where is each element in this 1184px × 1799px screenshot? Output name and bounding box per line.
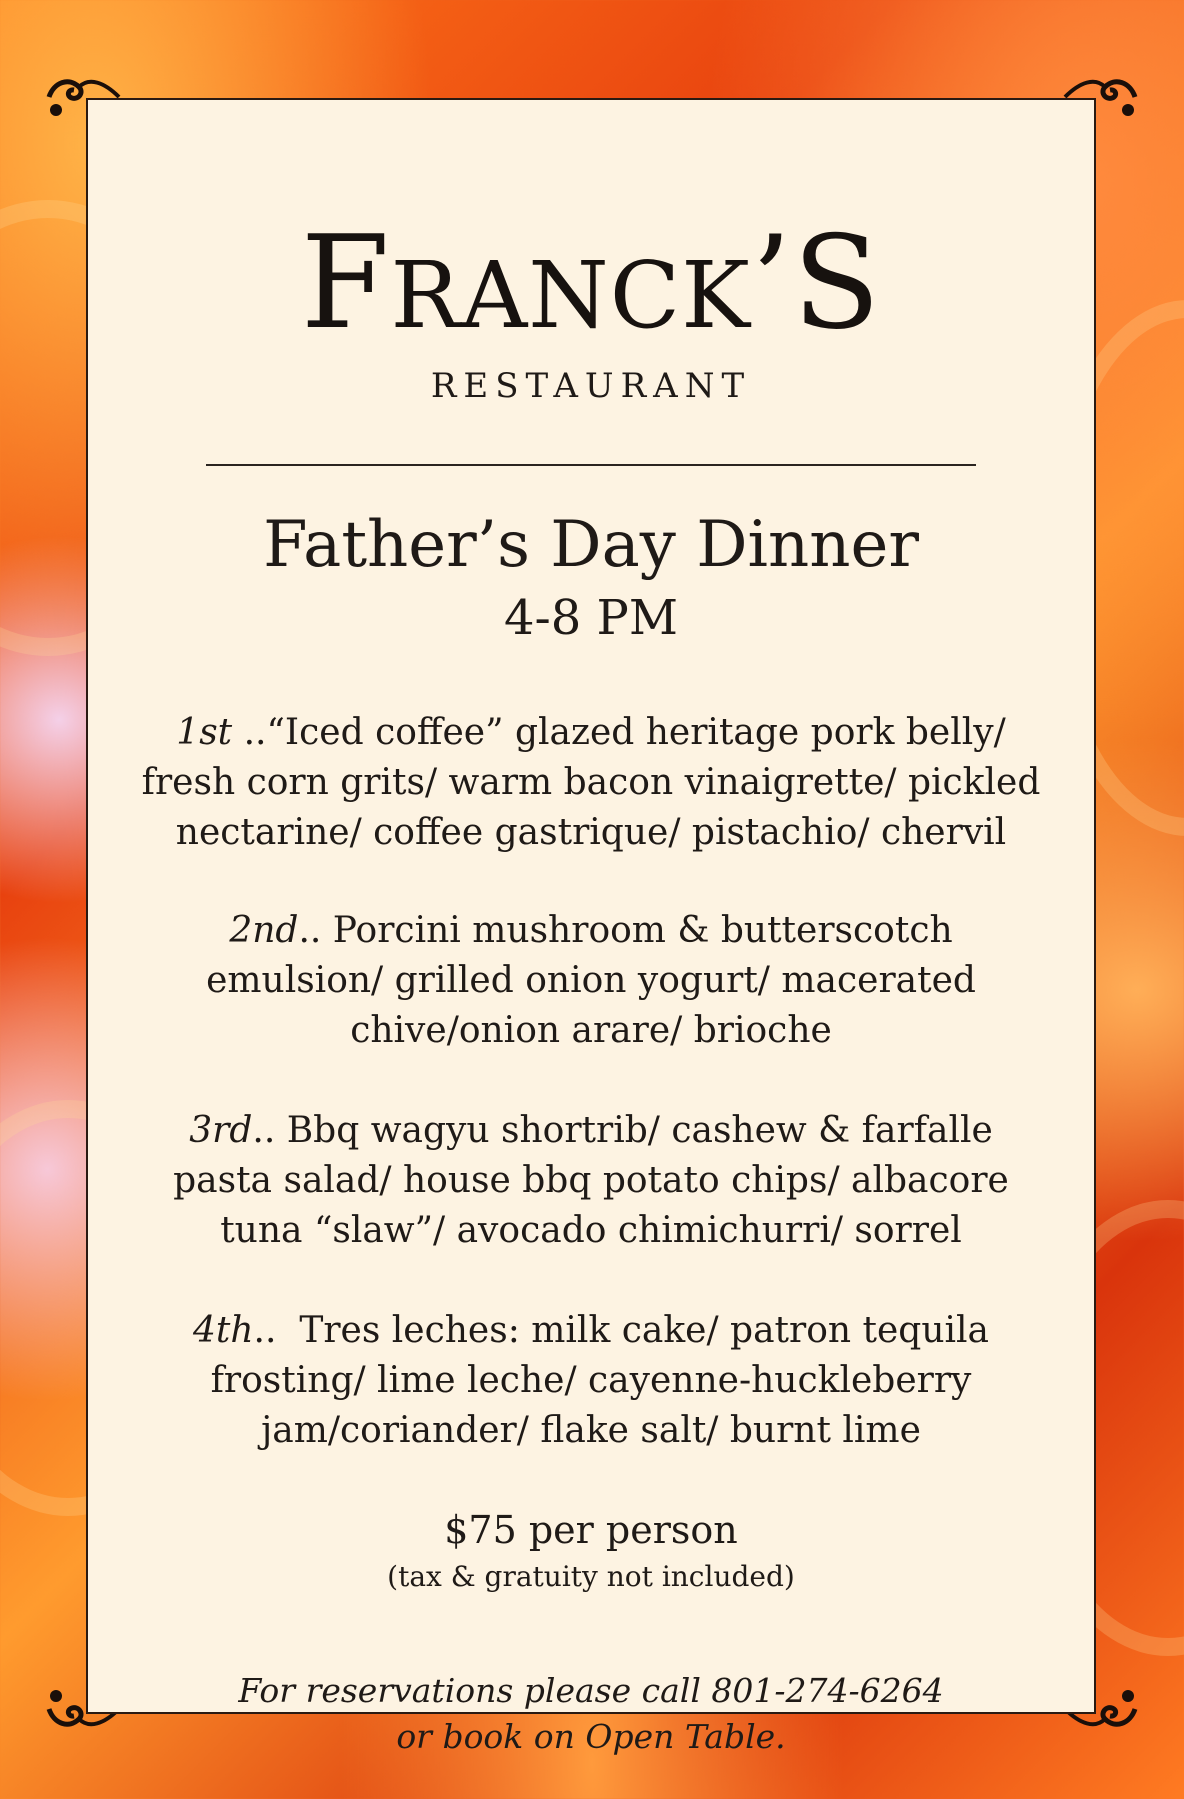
reservation-line: For reservations please call 801-274-6264 xyxy=(238,1671,944,1710)
course-line xyxy=(128,1106,1054,1156)
course-text: Tres leches: milk cake/ patron tequila xyxy=(276,1310,990,1351)
price-note: (tax & gratuity not included) xyxy=(387,1560,795,1593)
logo-initial: F xyxy=(300,209,391,358)
event-title: Father’s Day Dinner xyxy=(263,508,919,582)
course-number: 3rd xyxy=(189,1110,253,1151)
logo-name-rest: RANCK xyxy=(390,242,751,349)
reservation-line: or book on Open Table. xyxy=(396,1717,786,1756)
course-line: frosting/ lime leche/ cayenne-huckleberry xyxy=(210,1360,972,1401)
course-text: “Iced coffee” glazed heritage pork belly/ xyxy=(266,712,1006,753)
course-text: Bbq wagyu shortrib/ cashew & farfalle xyxy=(275,1110,993,1151)
price-label: per person xyxy=(516,1508,738,1552)
course-item xyxy=(128,906,1054,1056)
course-line xyxy=(128,906,1054,956)
course-item xyxy=(128,1106,1054,1256)
price-amount: $75 xyxy=(444,1508,517,1552)
course-line: jam/coriander/ flake salt/ burnt lime xyxy=(261,1410,921,1451)
course-separator: .. xyxy=(298,910,322,951)
course-item xyxy=(128,708,1054,858)
menu-card xyxy=(88,100,1094,1756)
logo-name-tail: ’S xyxy=(750,209,882,358)
course-separator: .. xyxy=(253,1310,277,1351)
course-text: Porcini mushroom & butterscotch xyxy=(321,910,953,951)
course-item xyxy=(128,1306,1054,1456)
event-time: 4-8 PM xyxy=(504,590,678,646)
reservation-info xyxy=(88,1668,1094,1760)
course-line: tuna “slaw”/ avocado chimichurri/ sorrel xyxy=(220,1210,962,1251)
course-line: nectarine/ coffee gastrique/ pistachio/ chervil xyxy=(175,812,1007,853)
logo-name xyxy=(88,209,1094,358)
course-line: emulsion/ grilled onion yogurt/ macerated xyxy=(206,960,976,1001)
course-line: pasta salad/ house bbq potato chips/ albacore xyxy=(173,1160,1009,1201)
price xyxy=(88,1508,1094,1552)
course-separator: .. xyxy=(252,1110,276,1151)
course-number: 4th xyxy=(192,1310,254,1351)
course-line xyxy=(128,708,1054,758)
restaurant-logo xyxy=(88,209,1094,406)
divider xyxy=(206,464,976,466)
course-separator: .. xyxy=(232,712,267,753)
course-number: 2nd xyxy=(229,910,299,951)
course-line: chive/onion arare/ brioche xyxy=(350,1010,832,1051)
course-line: fresh corn grits/ warm bacon vinaigrette/ pickled xyxy=(141,762,1041,803)
logo-subtitle: RESTAURANT xyxy=(430,366,752,406)
course-line xyxy=(128,1306,1054,1356)
course-number: 1st xyxy=(176,712,233,753)
